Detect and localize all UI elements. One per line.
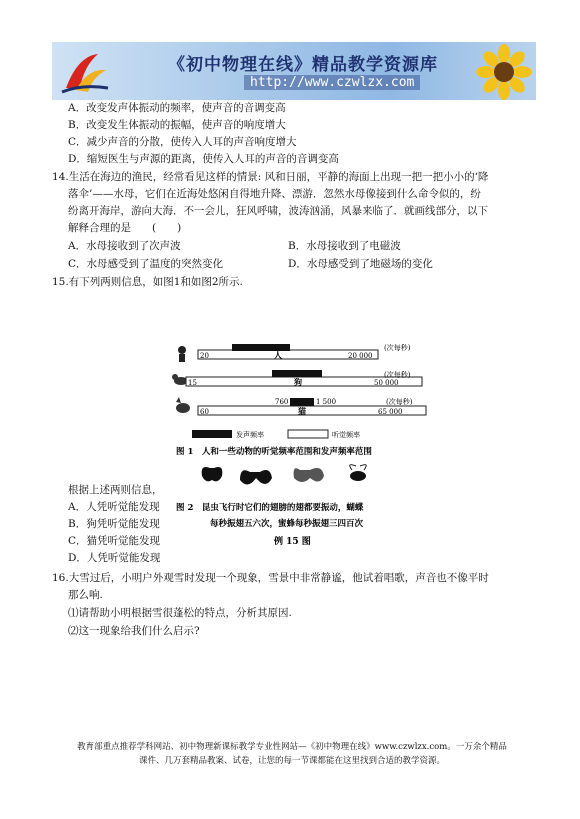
cat-low-label: 60 (200, 408, 209, 416)
cat-emit-high: 1 500 (316, 398, 337, 406)
q13-option-a: A．改变发声体振动的频率，使声音的音调变高 (68, 102, 286, 114)
unit-label: (次每秒) (384, 344, 411, 352)
header-banner (52, 42, 536, 100)
q16-subquestion-2: ⑵这一现象给我们什么启示? (68, 625, 200, 637)
example-label: 例 15 图 (274, 537, 311, 547)
q14-stem-line: 14.生活在海边的渔民，经常看见这样的情景: 风和日丽，平静的海面上出现一把一把小小的‘降 (52, 171, 489, 183)
footer-line-2: 课件、几万套精品教案、试卷，让您的每一节课都能在这里找到合适的教学资源。 (138, 756, 445, 766)
q15-intro: 根据上述两则信息， (68, 484, 163, 496)
q13-option-c: C．减少声音的分散，使传入人耳的声音响度增大 (68, 136, 297, 148)
q14-option-a: A．水母接收到了次声波 (68, 240, 181, 252)
legend-emit-label: 发声频率 (236, 431, 264, 439)
human-low-label: 20 (200, 352, 209, 360)
dog-name: 狗 (294, 377, 302, 387)
legend-emit-swatch (192, 430, 232, 438)
cat-icon (176, 397, 190, 413)
q13-option-d: D．缩短医生与声源的距离，使传入人耳的声音的音调变高 (68, 153, 339, 165)
human-name: 人 (274, 350, 282, 360)
q16-stem-line: 16.大雪过后，小明户外观雪时发现一个现象，雪景中非常静谧，他试着唱歌，声音也不像平时 (52, 572, 489, 584)
hearing-range-figure (170, 340, 440, 570)
banner-url[interactable]: http://www.czwlzx.com (244, 75, 420, 90)
legend-hear-swatch (288, 430, 328, 438)
q15-option-d: D．人凭听觉能发现 (68, 552, 161, 564)
q15-stem: 15.有下列两则信息，如图1和如图2所示. (52, 276, 243, 288)
dog-low-label: 15 (188, 379, 197, 387)
human-icon (178, 346, 186, 362)
site-logo-icon (58, 48, 110, 96)
q14-option-d: D．水母感受到了地磁场的变化 (288, 258, 433, 270)
dog-high-label: 50 000 (374, 379, 399, 387)
q14-stem-line: 落伞’——水母，它们在近海处悠闲自得地升降、漂游．忽然水母像接到什么命令似的，纷 (68, 188, 481, 200)
cat-high-label: 65 000 (378, 408, 403, 416)
footer-line-1: 教育部重点推荐学科网站、初中物理新课标教学专业性网站—《初中物理在线》www.czwlzx.com。一万余个精品 (77, 742, 507, 752)
banner-title: 《初中物理在线》精品教学资源库 (168, 55, 438, 75)
q14-option-b: B．水母接收到了电磁波 (288, 240, 401, 252)
q15-option-a: A．人凭听觉能发现 (68, 501, 160, 513)
q13-option-b: B．改变发生体振动的振幅，使声音的响度增大 (68, 119, 286, 131)
q15-option-c: C．猫凭听觉能发现 (68, 535, 161, 547)
q16-subquestion-1: ⑴请帮助小明根据雪很蓬松的特点，分析其原因. (68, 607, 292, 619)
legend-hear-label: 听觉频率 (332, 431, 360, 439)
q16-stem-line: 那么响. (68, 589, 103, 601)
q14-stem-line: 解释合理的是 ( ) (68, 222, 182, 234)
figure-1-caption: 图 1 人和一些动物的听觉频率范围和发声频率范围 (176, 447, 372, 457)
q14-option-c: C．水母感受到了温度的突然变化 (68, 258, 224, 270)
figure-2-caption-line1: 图 2 昆虫飞行时它们的翅膀的翅都要振动，蝴蝶 (176, 503, 364, 513)
cat-emit-bar (290, 398, 314, 406)
q14-stem-line: 纷离开海岸，游向大海．不一会儿，狂风呼啸，波涛汹涌，风暴来临了．就画线部分，以下 (68, 205, 488, 217)
insect-icons (202, 465, 367, 485)
q15-option-b: B．狗凭听觉能发现 (68, 518, 160, 530)
human-high-label: 20 000 (348, 352, 373, 360)
unit-label: (次每秒) (384, 371, 411, 379)
sunflower-icon (474, 44, 534, 100)
unit-label: (次每秒) (386, 398, 413, 406)
cat-name: 猫 (298, 406, 306, 416)
cat-emit-low: 760 (275, 398, 289, 406)
dog-emit-bar (272, 370, 322, 377)
figure-2-caption-line2: 每秒振翅五六次，蜜蜂每秒振翅三四百次 (210, 519, 364, 529)
